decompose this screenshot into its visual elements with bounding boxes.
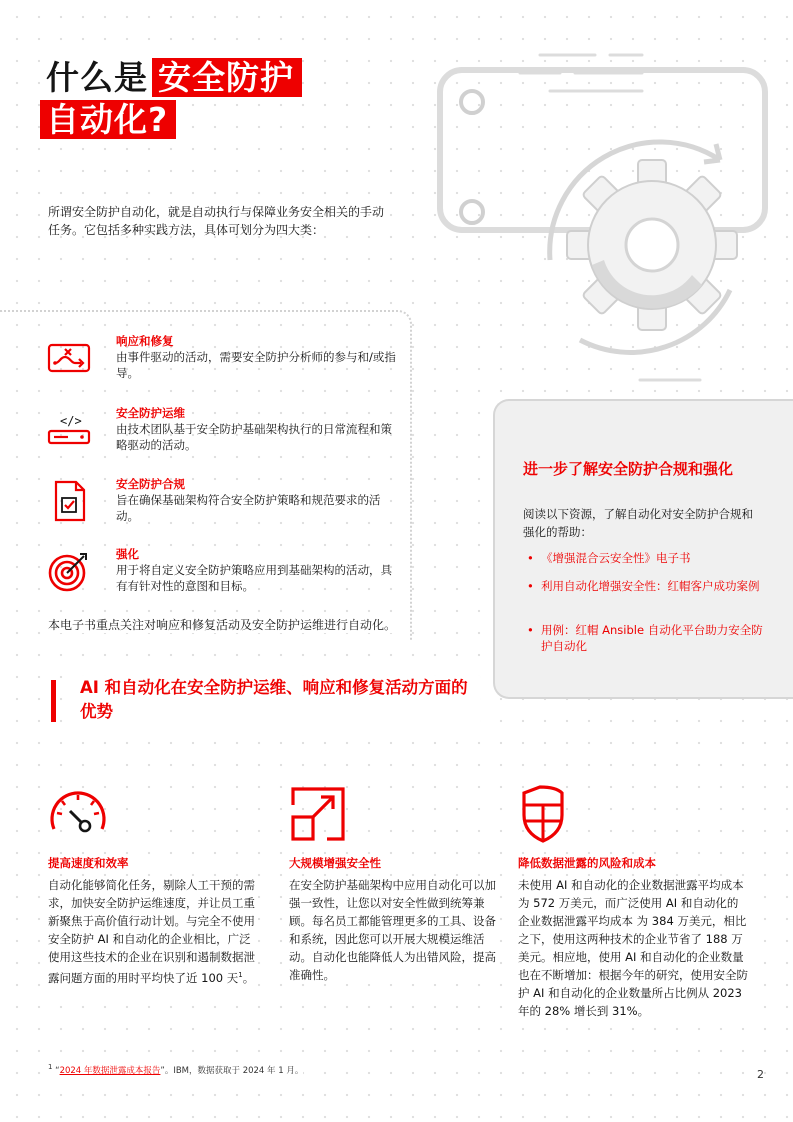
practice-desc: 由事件驱动的活动，需要安全防护分析师的参与和/或指导。 [116, 350, 396, 380]
benefit-body: 未使用 AI 和自动化的企业数据泄露平均成本为 572 万美元，而广泛使用 AI 和自动化的企业数据泄露平均成本 为 384 万美元，相比之下，使用这两种技术的企业节省了 188 万美元。相应地，使用 AI 和自动化的企业数量也在不断增加：根据今年的研究，使用安全防护 AI 和自动化的企业数量所占比例从 2023 年的 28% 增长到 31%。 [518, 878, 748, 1018]
section-heading: AI 和自动化在安全防护运维、响应和修复活动方面的优势 [80, 676, 480, 724]
practice-title: 响应和修复 [116, 334, 174, 348]
benefit-title: 降低数据泄露的风险和成本 [518, 856, 656, 870]
svg-text:</>: </> [60, 414, 82, 428]
intro-paragraph: 所谓安全防护自动化，就是自动执行与保障业务安全相关的手动任务。它包括多种实践方法，具体可划分为四大类： [48, 205, 385, 237]
incident-response-icon [46, 335, 92, 381]
practice-title: 强化 [116, 547, 139, 561]
sidebar-intro: 阅读以下资源，了解自动化对安全防护合规和强化的帮助： [523, 507, 753, 539]
footnote-marker: 1 [48, 1063, 53, 1071]
page-title-line-1 [40, 58, 302, 98]
page-number: 2 [757, 1068, 764, 1081]
page-title-line-2 [40, 100, 176, 140]
footnote-ref: 1 [238, 971, 243, 979]
title-highlight-text: 安全防护 [152, 58, 302, 97]
practice-desc: 用于将自定义安全防护策略应用到基础架构的活动，具有有针对性的意图和目标。 [116, 563, 392, 593]
practice-title: 安全防护合规 [116, 477, 185, 491]
automation-gear-illustration [420, 40, 793, 390]
benefit-body-end: 。 [242, 970, 255, 985]
server-code-icon [46, 407, 92, 453]
speedometer-icon [48, 785, 108, 843]
benefit-body-text: 自动化能够简化任务，剔除人工干预的需求，加快安全防护运维速度，并让员工重新聚焦于高价值行动计划。与完全不使用安全防护 AI 和自动化的企业相比，广泛使用这些技术的企业在识别和遏制数据泄露问题方面的用时平均快了近 100 天 [48, 878, 255, 985]
footnote-open-quote: “ [55, 1065, 60, 1076]
title-plain-text: 什么是 [40, 58, 152, 97]
practice-desc: 由技术团队基于安全防护基础架构执行的日常流程和策略驱动的活动。 [116, 422, 392, 452]
footnote-report-link[interactable]: 2024 年数据泄露成本报告 [59, 1065, 161, 1076]
resource-link-use-case[interactable] [523, 622, 773, 654]
shield-icon [518, 785, 578, 843]
bullet: • [527, 579, 534, 593]
sidebar-title: 进一步了解安全防护合规和强化 [523, 460, 734, 478]
bullet: • [527, 551, 534, 565]
benefit-title: 大规模增强安全性 [289, 856, 381, 870]
practice-desc: 旨在确保基础架构符合安全防护策略和规范要求的活动。 [116, 493, 381, 523]
compliance-document-icon [46, 478, 92, 524]
footnote-rest: ”。IBM，数据获取于 2024 年 1 月。 [160, 1065, 304, 1076]
resource-link-ebook[interactable] [523, 550, 773, 566]
bullet: • [527, 623, 534, 637]
benefit-title: 提高速度和效率 [48, 856, 129, 870]
title-highlight-text-2: 自动化? [40, 100, 176, 139]
focus-note: 本电子书重点关注对响应和修复活动及安全防护运维进行自动化。 [48, 618, 397, 632]
resource-link-text[interactable]: 用例：红帽 Ansible 自动化平台助力安全防护自动化 [541, 623, 763, 653]
benefit-body [48, 876, 258, 987]
resource-link-text[interactable]: 利用自动化增强安全性：红帽客户成功案例 [541, 579, 760, 593]
practice-title: 安全防护运维 [116, 406, 185, 420]
learn-more-sidebar [493, 399, 793, 699]
benefit-body: 在安全防护基础架构中应用自动化可以加强一致性，让您以对安全性做到统筹兼顾。每名员工都能管理更多的工具、设备和系统，因此您可以开展大规模运维活动。自动化也能降低人为出错风险，提高准确性。 [289, 876, 499, 984]
resource-link-customer-story[interactable] [523, 578, 773, 594]
target-icon [46, 548, 92, 594]
footnote [48, 1063, 303, 1076]
resource-link-text[interactable]: 《增强混合云安全性》电子书 [541, 551, 691, 565]
scale-up-icon [289, 785, 349, 843]
section-accent-bar [51, 680, 56, 722]
